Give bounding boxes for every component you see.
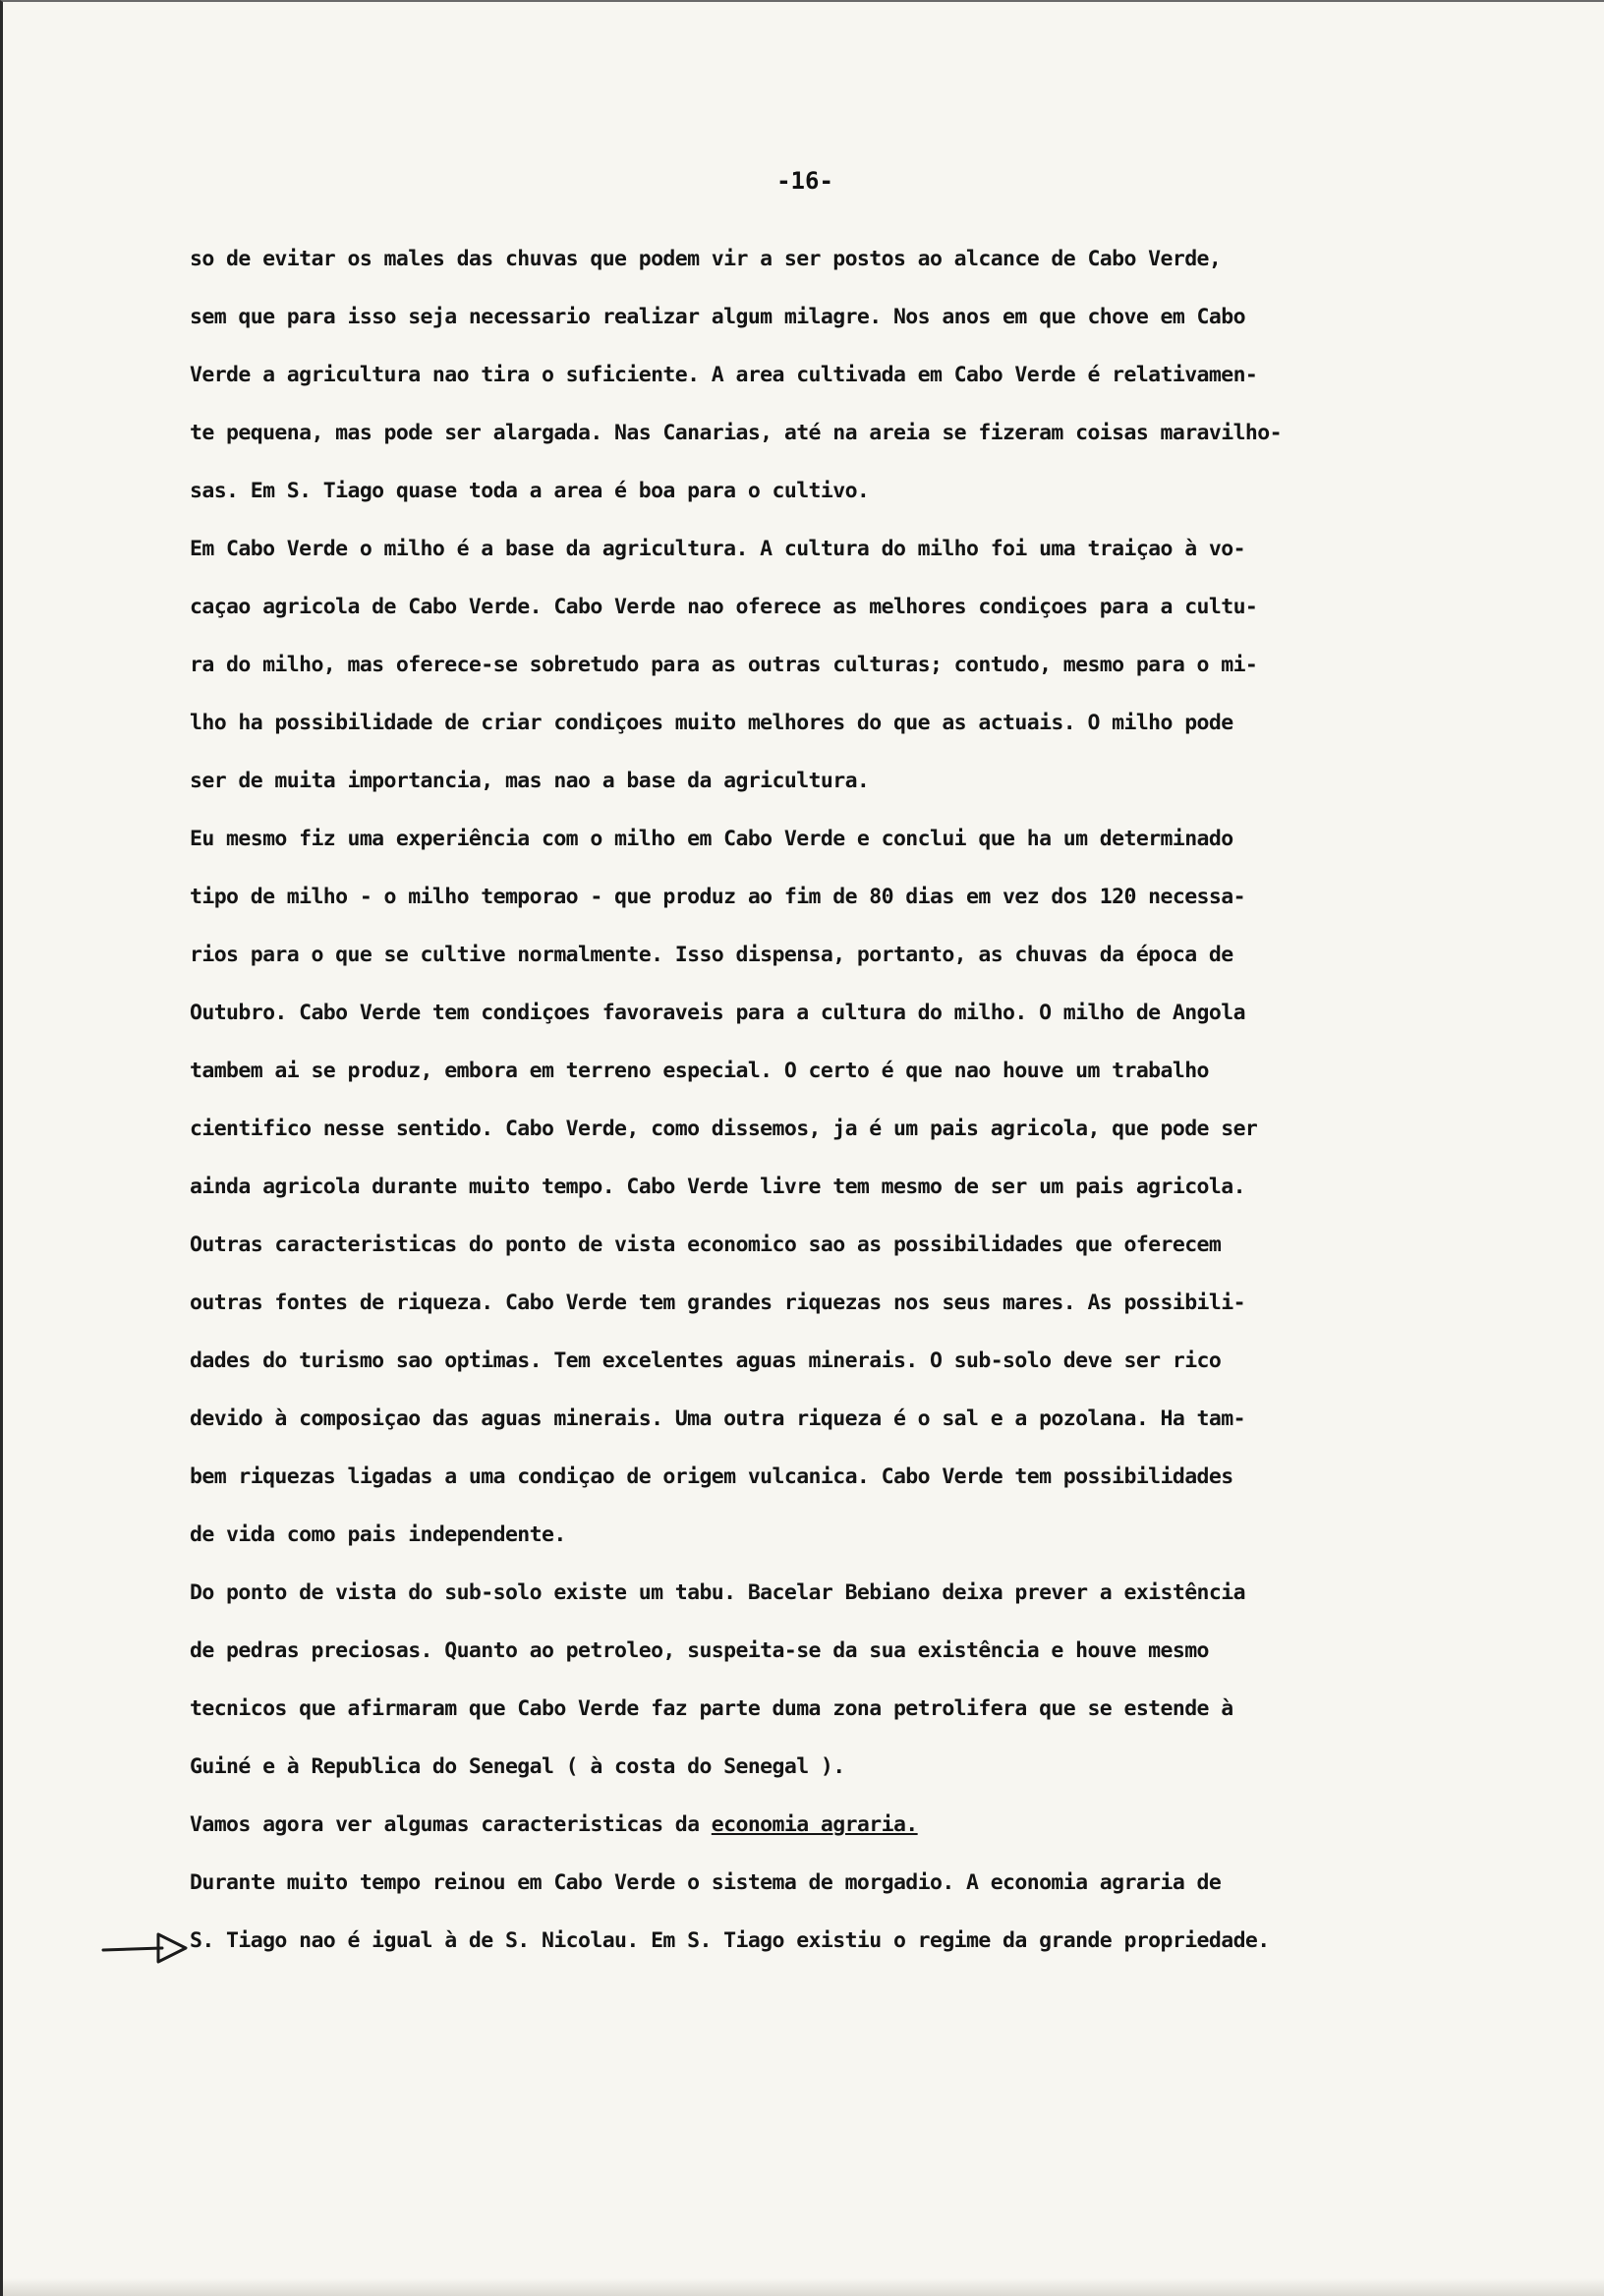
text-line: ainda agricola durante muito tempo. Cabo Verde livre tem mesmo de ser um pais agricola. xyxy=(190,1175,1245,1199)
text-line: caçao agricola de Cabo Verde. Cabo Verde nao oferece as melhores condiçoes para a cultu- xyxy=(190,595,1258,619)
text-line: de pedras preciosas. Quanto ao petroleo, suspeita-se da sua existência e houve mesmo xyxy=(190,1638,1209,1663)
text-line: outras fontes de riqueza. Cabo Verde tem grandes riquezas nos seus mares. As possibili- xyxy=(190,1291,1245,1315)
text-line: ra do milho, mas oferece-se sobretudo para as outras culturas; contudo, mesmo para o mi- xyxy=(190,653,1258,677)
text-line: Guiné e à Republica do Senegal ( à costa do Senegal ). xyxy=(190,1754,845,1779)
page-number: -16- xyxy=(776,167,833,195)
text-line: devido à composiçao das aguas minerais. Uma outra riqueza é o sal e a pozolana. Ha tam- xyxy=(190,1406,1245,1431)
text-line: bem riquezas ligadas a uma condiçao de origem vulcanica. Cabo Verde tem possibilidades xyxy=(190,1464,1233,1489)
text-line: tambem ai se produz, embora em terreno especial. O certo é que nao houve um trabalho xyxy=(190,1059,1209,1083)
text-line: Em Cabo Verde o milho é a base da agricultura. A cultura do milho foi uma traiçao à vo- xyxy=(190,537,1245,561)
text-line: Verde a agricultura nao tira o suficiente. A area cultivada em Cabo Verde é relativamen- xyxy=(190,363,1258,387)
text-line-highlighted xyxy=(190,1796,1566,1854)
text-line: de vida como pais independente. xyxy=(190,1522,566,1547)
text-line-prefix: Vamos agora ver algumas caracteristicas da xyxy=(190,1812,712,1837)
text-line: tecnicos que afirmaram que Cabo Verde faz parte duma zona petrolifera que se estende à xyxy=(190,1696,1233,1721)
text-line: lho ha possibilidade de criar condiçoes muito melhores do que as actuais. O milho pode xyxy=(190,711,1233,735)
text-line: cientifico nesse sentido. Cabo Verde, como dissemos, ja é um pais agricola, que pode ser xyxy=(190,1117,1258,1141)
text-line: ser de muita importancia, mas nao a base da agricultura. xyxy=(190,769,870,793)
text-line: tipo de milho - o milho temporao - que produz ao fim de 80 dias em vez dos 120 necessa- xyxy=(190,885,1245,909)
text-line: Durante muito tempo reinou em Cabo Verde o sistema de morgadio. A economia agraria de xyxy=(190,1870,1222,1895)
text-line: dades do turismo sao optimas. Tem excelentes aguas minerais. O sub-solo deve ser rico xyxy=(190,1349,1222,1373)
text-line: sas. Em S. Tiago quase toda a area é boa para o cultivo. xyxy=(190,479,870,503)
text-line: Outras caracteristicas do ponto de vista economico sao as possibilidades que oferecem xyxy=(190,1233,1222,1257)
text-line: te pequena, mas pode ser alargada. Nas Canarias, até na areia se fizeram coisas maravilho- xyxy=(190,421,1282,445)
text-line: Outubro. Cabo Verde tem condiçoes favoraveis para a cultura do milho. O milho de Angola xyxy=(190,1001,1245,1025)
text-line: Do ponto de vista do sub-solo existe um tabu. Bacelar Bebiano deixa prever a existência xyxy=(190,1580,1245,1605)
text-line: sem que para isso seja necessario realizar algum milagre. Nos anos em que chove em Cabo xyxy=(190,305,1245,329)
body-text xyxy=(190,230,1566,1970)
text-line: Eu mesmo fiz uma experiência com o milho em Cabo Verde e conclui que ha um determinado xyxy=(190,827,1233,851)
underlined-heading: economia agraria. xyxy=(711,1812,918,1837)
text-line: so de evitar os males das chuvas que podem vir a ser postos ao alcance de Cabo Verde, xyxy=(190,247,1222,271)
handwritten-arrow-icon xyxy=(101,1928,200,1968)
page-bottom-edge xyxy=(3,2278,1604,2296)
text-line: S. Tiago nao é igual à de S. Nicolau. Em S. Tiago existiu o regime da grande propriedade. xyxy=(190,1928,1270,1953)
text-line: rios para o que se cultive normalmente. Isso dispensa, portanto, as chuvas da época de xyxy=(190,943,1233,967)
